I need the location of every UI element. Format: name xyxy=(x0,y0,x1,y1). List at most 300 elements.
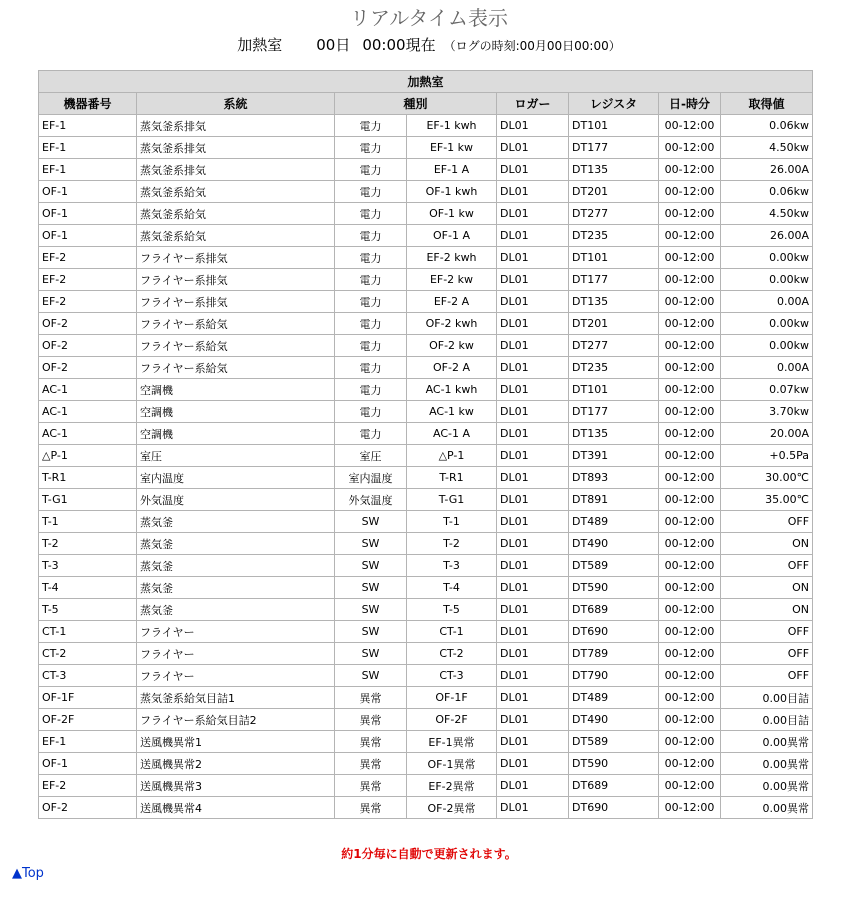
table-row xyxy=(39,467,813,489)
register-cell: DT277 xyxy=(569,203,659,225)
device-cell: EF-2 xyxy=(39,291,137,313)
logger-cell: DL01 xyxy=(497,203,569,225)
logger-cell: DL01 xyxy=(497,423,569,445)
table-row xyxy=(39,775,813,797)
register-cell: DT391 xyxy=(569,445,659,467)
item-cell: OF-1F xyxy=(407,687,497,709)
device-cell: OF-1F xyxy=(39,687,137,709)
item-cell: OF-1異常 xyxy=(407,753,497,775)
register-cell: DT135 xyxy=(569,159,659,181)
value-cell: 0.00kw xyxy=(721,269,813,291)
item-cell: EF-1 kwh xyxy=(407,115,497,137)
table-row xyxy=(39,687,813,709)
item-cell: OF-1 A xyxy=(407,225,497,247)
logger-cell: DL01 xyxy=(497,379,569,401)
item-cell: AC-1 A xyxy=(407,423,497,445)
system-cell: 室内温度 xyxy=(137,467,335,489)
device-cell: CT-3 xyxy=(39,665,137,687)
kind-cell: SW xyxy=(335,555,407,577)
logger-cell: DL01 xyxy=(497,797,569,819)
header-system: 系統 xyxy=(137,93,335,115)
kind-cell: 電力 xyxy=(335,247,407,269)
system-cell: フライヤー系給気目詰2 xyxy=(137,709,335,731)
top-link[interactable]: ▲Top xyxy=(12,866,44,881)
item-cell: T-G1 xyxy=(407,489,497,511)
device-cell: OF-2F xyxy=(39,709,137,731)
time-cell: 00-12:00 xyxy=(659,511,721,533)
device-cell: AC-1 xyxy=(39,379,137,401)
time-cell: 00-12:00 xyxy=(659,687,721,709)
header-row xyxy=(39,93,813,115)
item-cell: OF-2F xyxy=(407,709,497,731)
device-cell: AC-1 xyxy=(39,401,137,423)
device-cell: OF-1 xyxy=(39,225,137,247)
system-cell: 蒸気釜系排気 xyxy=(137,159,335,181)
register-cell: DT235 xyxy=(569,225,659,247)
register-cell: DT689 xyxy=(569,599,659,621)
time-cell: 00-12:00 xyxy=(659,247,721,269)
register-cell: DT490 xyxy=(569,533,659,555)
device-cell: T-G1 xyxy=(39,489,137,511)
system-cell: 空調機 xyxy=(137,401,335,423)
device-cell: CT-2 xyxy=(39,643,137,665)
logger-cell: DL01 xyxy=(497,577,569,599)
table-row xyxy=(39,709,813,731)
table-row xyxy=(39,731,813,753)
device-cell: EF-1 xyxy=(39,115,137,137)
header-logger: ロガー xyxy=(497,93,569,115)
item-cell: △P-1 xyxy=(407,445,497,467)
kind-cell: 異常 xyxy=(335,797,407,819)
kind-cell: 電力 xyxy=(335,335,407,357)
value-cell: 0.00A xyxy=(721,291,813,313)
value-cell: 0.00A xyxy=(721,357,813,379)
system-cell: フライヤー系給気 xyxy=(137,335,335,357)
device-cell: OF-2 xyxy=(39,313,137,335)
kind-cell: SW xyxy=(335,643,407,665)
table-row xyxy=(39,203,813,225)
device-cell: OF-1 xyxy=(39,203,137,225)
kind-cell: 異常 xyxy=(335,753,407,775)
device-cell: EF-1 xyxy=(39,731,137,753)
device-cell: T-3 xyxy=(39,555,137,577)
logger-cell: DL01 xyxy=(497,313,569,335)
time-cell: 00-12:00 xyxy=(659,445,721,467)
logger-cell: DL01 xyxy=(497,621,569,643)
logger-cell: DL01 xyxy=(497,643,569,665)
system-cell: フライヤー系排気 xyxy=(137,247,335,269)
item-cell: T-2 xyxy=(407,533,497,555)
header-register: レジスタ xyxy=(569,93,659,115)
register-cell: DT690 xyxy=(569,621,659,643)
table-row xyxy=(39,313,813,335)
table-row xyxy=(39,555,813,577)
logger-cell: DL01 xyxy=(497,533,569,555)
value-cell: +0.5Pa xyxy=(721,445,813,467)
time-cell: 00-12:00 xyxy=(659,137,721,159)
item-cell: CT-2 xyxy=(407,643,497,665)
system-cell: 蒸気釜 xyxy=(137,533,335,555)
time-cell: 00-12:00 xyxy=(659,115,721,137)
time-cell: 00-12:00 xyxy=(659,291,721,313)
device-cell: T-2 xyxy=(39,533,137,555)
table-row xyxy=(39,269,813,291)
value-cell: 0.00異常 xyxy=(721,797,813,819)
register-cell: DT589 xyxy=(569,731,659,753)
device-cell: T-5 xyxy=(39,599,137,621)
kind-cell: 外気温度 xyxy=(335,489,407,511)
value-cell: OFF xyxy=(721,621,813,643)
header-value: 取得値 xyxy=(721,93,813,115)
kind-cell: 電力 xyxy=(335,181,407,203)
table-row xyxy=(39,137,813,159)
register-cell: DT101 xyxy=(569,115,659,137)
value-cell: ON xyxy=(721,599,813,621)
system-cell: 空調機 xyxy=(137,423,335,445)
time-cell: 00-12:00 xyxy=(659,379,721,401)
logger-cell: DL01 xyxy=(497,555,569,577)
kind-cell: SW xyxy=(335,599,407,621)
kind-cell: 電力 xyxy=(335,159,407,181)
system-cell: 蒸気釜系給気 xyxy=(137,225,335,247)
device-cell: OF-2 xyxy=(39,335,137,357)
table-caption: 加熱室 xyxy=(39,71,813,93)
system-cell: フライヤー xyxy=(137,621,335,643)
system-cell: 蒸気釜 xyxy=(137,511,335,533)
time-cell: 00-12:00 xyxy=(659,621,721,643)
register-cell: DT489 xyxy=(569,687,659,709)
register-cell: DT891 xyxy=(569,489,659,511)
logger-cell: DL01 xyxy=(497,665,569,687)
kind-cell: 異常 xyxy=(335,687,407,709)
table-row xyxy=(39,599,813,621)
logger-cell: DL01 xyxy=(497,467,569,489)
device-cell: EF-2 xyxy=(39,775,137,797)
logger-cell: DL01 xyxy=(497,159,569,181)
value-cell: OFF xyxy=(721,555,813,577)
system-cell: フライヤー系給気 xyxy=(137,357,335,379)
register-cell: DT101 xyxy=(569,247,659,269)
kind-cell: 電力 xyxy=(335,291,407,313)
logger-cell: DL01 xyxy=(497,731,569,753)
value-cell: 0.07kw xyxy=(721,379,813,401)
room-name: 加熱室 xyxy=(237,36,283,54)
table-row xyxy=(39,357,813,379)
device-cell: EF-1 xyxy=(39,137,137,159)
log-time: （ログの時刻:00月00日00:00） xyxy=(443,39,621,53)
logger-cell: DL01 xyxy=(497,599,569,621)
value-cell: 4.50kw xyxy=(721,203,813,225)
header-kind: 種別 xyxy=(335,93,497,115)
device-cell: OF-1 xyxy=(39,753,137,775)
time-cell: 00-12:00 xyxy=(659,423,721,445)
header-device: 機器番号 xyxy=(39,93,137,115)
logger-cell: DL01 xyxy=(497,687,569,709)
time-cell: 00-12:00 xyxy=(659,577,721,599)
time-cell: 00-12:00 xyxy=(659,533,721,555)
system-cell: 送風機異常3 xyxy=(137,775,335,797)
time-cell: 00-12:00 xyxy=(659,797,721,819)
item-cell: EF-1 A xyxy=(407,159,497,181)
device-cell: EF-2 xyxy=(39,247,137,269)
kind-cell: 異常 xyxy=(335,775,407,797)
device-cell: T-4 xyxy=(39,577,137,599)
register-cell: DT201 xyxy=(569,181,659,203)
register-cell: DT589 xyxy=(569,555,659,577)
kind-cell: 電力 xyxy=(335,269,407,291)
time-cell: 00-12:00 xyxy=(659,555,721,577)
device-cell: OF-2 xyxy=(39,797,137,819)
register-cell: DT235 xyxy=(569,357,659,379)
item-cell: OF-2 kw xyxy=(407,335,497,357)
auto-update-note: 約1分毎に自動で更新されます。 xyxy=(341,847,517,861)
system-cell: フライヤー系給気 xyxy=(137,313,335,335)
value-cell: 0.00異常 xyxy=(721,753,813,775)
register-cell: DT790 xyxy=(569,665,659,687)
logger-cell: DL01 xyxy=(497,247,569,269)
current-time: 00:00現在 xyxy=(362,36,436,54)
register-cell: DT135 xyxy=(569,423,659,445)
value-cell: OFF xyxy=(721,665,813,687)
item-cell: OF-2異常 xyxy=(407,797,497,819)
item-cell: AC-1 kwh xyxy=(407,379,497,401)
item-cell: OF-2 A xyxy=(407,357,497,379)
device-cell: △P-1 xyxy=(39,445,137,467)
register-cell: DT689 xyxy=(569,775,659,797)
value-cell: 3.70kw xyxy=(721,401,813,423)
time-cell: 00-12:00 xyxy=(659,665,721,687)
table-row xyxy=(39,643,813,665)
table-row xyxy=(39,225,813,247)
item-cell: OF-1 kwh xyxy=(407,181,497,203)
item-cell: OF-2 kwh xyxy=(407,313,497,335)
register-cell: DT177 xyxy=(569,137,659,159)
kind-cell: 異常 xyxy=(335,731,407,753)
system-cell: 蒸気釜系給気 xyxy=(137,181,335,203)
system-cell: フライヤー xyxy=(137,643,335,665)
value-cell: 0.00kw xyxy=(721,313,813,335)
table-row xyxy=(39,115,813,137)
time-cell: 00-12:00 xyxy=(659,643,721,665)
system-cell: 蒸気釜系排気 xyxy=(137,137,335,159)
value-cell: ON xyxy=(721,533,813,555)
kind-cell: 電力 xyxy=(335,423,407,445)
time-cell: 00-12:00 xyxy=(659,181,721,203)
time-cell: 00-12:00 xyxy=(659,335,721,357)
value-cell: 26.00A xyxy=(721,225,813,247)
system-cell: 外気温度 xyxy=(137,489,335,511)
register-cell: DT490 xyxy=(569,709,659,731)
time-cell: 00-12:00 xyxy=(659,313,721,335)
device-cell: EF-1 xyxy=(39,159,137,181)
realtime-table xyxy=(38,70,813,819)
register-cell: DT177 xyxy=(569,401,659,423)
table-row xyxy=(39,621,813,643)
value-cell: 0.06kw xyxy=(721,181,813,203)
table-row xyxy=(39,401,813,423)
logger-cell: DL01 xyxy=(497,775,569,797)
register-cell: DT893 xyxy=(569,467,659,489)
value-cell: 0.00kw xyxy=(721,247,813,269)
value-cell: 0.00kw xyxy=(721,335,813,357)
logger-cell: DL01 xyxy=(497,115,569,137)
value-cell: 20.00A xyxy=(721,423,813,445)
register-cell: DT590 xyxy=(569,753,659,775)
table-row xyxy=(39,665,813,687)
system-cell: フライヤー系排気 xyxy=(137,291,335,313)
value-cell: 0.00異常 xyxy=(721,731,813,753)
kind-cell: SW xyxy=(335,577,407,599)
table-row xyxy=(39,445,813,467)
item-cell: OF-1 kw xyxy=(407,203,497,225)
table-row xyxy=(39,533,813,555)
system-cell: 送風機異常2 xyxy=(137,753,335,775)
table-row xyxy=(39,247,813,269)
time-cell: 00-12:00 xyxy=(659,775,721,797)
system-cell: 蒸気釜 xyxy=(137,555,335,577)
item-cell: CT-1 xyxy=(407,621,497,643)
current-day: 00日 xyxy=(316,36,351,54)
system-cell: 室圧 xyxy=(137,445,335,467)
value-cell: OFF xyxy=(721,643,813,665)
item-cell: T-5 xyxy=(407,599,497,621)
value-cell: 4.50kw xyxy=(721,137,813,159)
system-cell: 蒸気釜系給気目詰1 xyxy=(137,687,335,709)
kind-cell: 電力 xyxy=(335,401,407,423)
item-cell: T-R1 xyxy=(407,467,497,489)
device-cell: T-R1 xyxy=(39,467,137,489)
kind-cell: SW xyxy=(335,621,407,643)
register-cell: DT135 xyxy=(569,291,659,313)
logger-cell: DL01 xyxy=(497,335,569,357)
kind-cell: 電力 xyxy=(335,357,407,379)
table-row xyxy=(39,335,813,357)
kind-cell: 電力 xyxy=(335,225,407,247)
kind-cell: 電力 xyxy=(335,137,407,159)
device-cell: OF-1 xyxy=(39,181,137,203)
item-cell: AC-1 kw xyxy=(407,401,497,423)
kind-cell: 電力 xyxy=(335,203,407,225)
register-cell: DT177 xyxy=(569,269,659,291)
table-row xyxy=(39,797,813,819)
time-cell: 00-12:00 xyxy=(659,731,721,753)
table-row xyxy=(39,423,813,445)
logger-cell: DL01 xyxy=(497,137,569,159)
table-row xyxy=(39,511,813,533)
time-cell: 00-12:00 xyxy=(659,269,721,291)
table-row xyxy=(39,181,813,203)
item-cell: EF-1 kw xyxy=(407,137,497,159)
device-cell: T-1 xyxy=(39,511,137,533)
page-title: リアルタイム表示 xyxy=(350,6,508,30)
value-cell: 30.00℃ xyxy=(721,467,813,489)
time-cell: 00-12:00 xyxy=(659,709,721,731)
device-cell: EF-2 xyxy=(39,269,137,291)
register-cell: DT690 xyxy=(569,797,659,819)
time-cell: 00-12:00 xyxy=(659,225,721,247)
value-cell: 35.00℃ xyxy=(721,489,813,511)
logger-cell: DL01 xyxy=(497,753,569,775)
item-cell: EF-2 kwh xyxy=(407,247,497,269)
logger-cell: DL01 xyxy=(497,291,569,313)
time-cell: 00-12:00 xyxy=(659,599,721,621)
system-cell: 送風機異常1 xyxy=(137,731,335,753)
register-cell: DT789 xyxy=(569,643,659,665)
system-cell: フライヤー xyxy=(137,665,335,687)
value-cell: 0.00目詰 xyxy=(721,709,813,731)
logger-cell: DL01 xyxy=(497,489,569,511)
kind-cell: SW xyxy=(335,511,407,533)
value-cell: 0.06kw xyxy=(721,115,813,137)
kind-cell: 電力 xyxy=(335,115,407,137)
system-cell: 空調機 xyxy=(137,379,335,401)
system-cell: 蒸気釜系排気 xyxy=(137,115,335,137)
system-cell: 蒸気釜 xyxy=(137,599,335,621)
logger-cell: DL01 xyxy=(497,445,569,467)
value-cell: OFF xyxy=(721,511,813,533)
value-cell: ON xyxy=(721,577,813,599)
logger-cell: DL01 xyxy=(497,181,569,203)
kind-cell: 電力 xyxy=(335,379,407,401)
logger-cell: DL01 xyxy=(497,709,569,731)
register-cell: DT489 xyxy=(569,511,659,533)
system-cell: フライヤー系排気 xyxy=(137,269,335,291)
kind-cell: 室内温度 xyxy=(335,467,407,489)
system-cell: 蒸気釜 xyxy=(137,577,335,599)
table-row xyxy=(39,291,813,313)
logger-cell: DL01 xyxy=(497,401,569,423)
time-cell: 00-12:00 xyxy=(659,159,721,181)
item-cell: EF-2 A xyxy=(407,291,497,313)
device-cell: CT-1 xyxy=(39,621,137,643)
table-row xyxy=(39,159,813,181)
device-cell: OF-2 xyxy=(39,357,137,379)
table-row xyxy=(39,489,813,511)
time-cell: 00-12:00 xyxy=(659,467,721,489)
system-cell: 蒸気釜系給気 xyxy=(137,203,335,225)
value-cell: 26.00A xyxy=(721,159,813,181)
register-cell: DT590 xyxy=(569,577,659,599)
time-cell: 00-12:00 xyxy=(659,489,721,511)
value-cell: 0.00異常 xyxy=(721,775,813,797)
item-cell: EF-1異常 xyxy=(407,731,497,753)
table-row xyxy=(39,753,813,775)
table-row xyxy=(39,577,813,599)
item-cell: CT-3 xyxy=(407,665,497,687)
item-cell: T-3 xyxy=(407,555,497,577)
value-cell: 0.00目詰 xyxy=(721,687,813,709)
register-cell: DT101 xyxy=(569,379,659,401)
header-time: 日-時分 xyxy=(659,93,721,115)
item-cell: EF-2異常 xyxy=(407,775,497,797)
kind-cell: 電力 xyxy=(335,313,407,335)
kind-cell: 異常 xyxy=(335,709,407,731)
time-cell: 00-12:00 xyxy=(659,203,721,225)
kind-cell: 室圧 xyxy=(335,445,407,467)
logger-cell: DL01 xyxy=(497,225,569,247)
time-cell: 00-12:00 xyxy=(659,357,721,379)
logger-cell: DL01 xyxy=(497,511,569,533)
item-cell: EF-2 kw xyxy=(407,269,497,291)
time-cell: 00-12:00 xyxy=(659,401,721,423)
item-cell: T-4 xyxy=(407,577,497,599)
status-line xyxy=(0,34,858,55)
item-cell: T-1 xyxy=(407,511,497,533)
kind-cell: SW xyxy=(335,665,407,687)
logger-cell: DL01 xyxy=(497,357,569,379)
table-row xyxy=(39,379,813,401)
logger-cell: DL01 xyxy=(497,269,569,291)
